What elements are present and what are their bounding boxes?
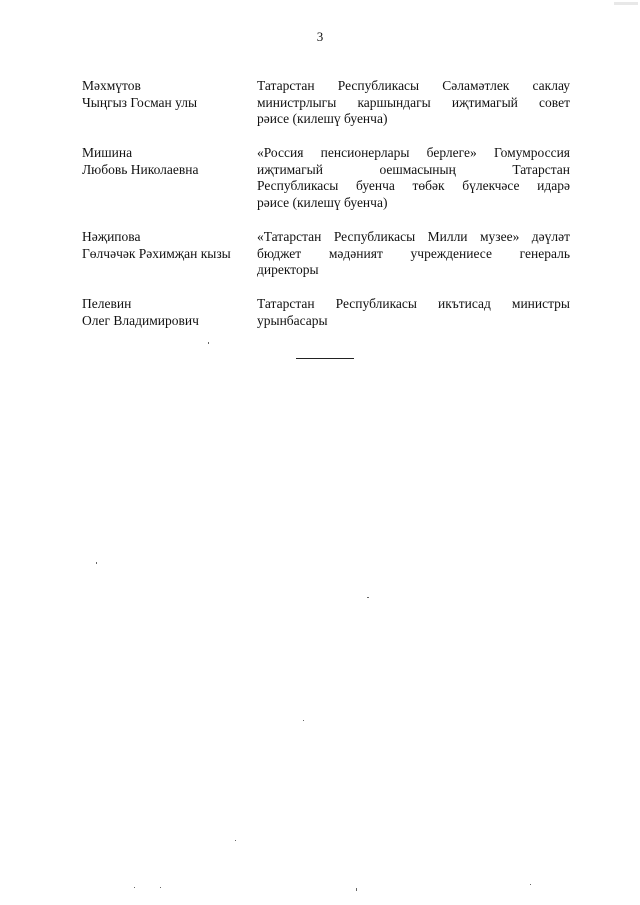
person-position	[257, 145, 570, 211]
position-line: бюджет мәдәният учреждениесе генераль	[257, 245, 570, 261]
position-line: рәисе (килешү буенча)	[257, 111, 388, 126]
person-name	[82, 145, 252, 178]
person-position	[257, 296, 570, 329]
person-position	[257, 229, 570, 279]
position-line: «Россия пенсионерлары берлеге» Гомумроссия	[257, 145, 570, 160]
position-line: министрлыгы каршындагы иҗтимагый совет	[257, 94, 570, 110]
position-line: урынбасары	[257, 312, 328, 328]
scan-speck	[208, 342, 209, 344]
position-line: Республикасы буенча төбәк бүлекчәсе идарә	[257, 178, 570, 193]
scan-speck	[367, 597, 369, 598]
person-surname: Мишина	[82, 145, 133, 160]
position-line: рәисе (килешү буенча)	[257, 194, 388, 210]
scan-artifact	[614, 2, 638, 5]
scan-speck	[96, 562, 97, 564]
position-line: иҗтимагый оешмасының Татарстан	[257, 161, 570, 177]
scan-speck	[134, 887, 135, 888]
person-given-name: Чыңгыз Госман улы	[82, 94, 198, 110]
person-surname: Пелевин	[82, 296, 132, 311]
position-line: Татарстан Республикасы икътисад министры	[257, 296, 570, 311]
person-given-name: Гөлчәчәк Рәхимҗан кызы	[82, 245, 231, 261]
position-line: директоры	[257, 262, 319, 277]
scan-speck	[356, 888, 357, 891]
page-number: 3	[316, 29, 324, 44]
scan-speck	[235, 840, 236, 841]
person-name	[82, 296, 252, 329]
person-given-name: Любовь Николаевна	[82, 161, 199, 177]
person-name	[82, 229, 252, 262]
position-line: Татарстан Республикасы Сәламәтлек саклау	[257, 78, 570, 93]
person-position	[257, 78, 570, 128]
person-name	[82, 78, 252, 111]
person-surname: Нәҗипова	[82, 229, 141, 244]
person-given-name: Олег Владимирович	[82, 312, 199, 328]
person-surname: Мәхмүтов	[82, 78, 141, 93]
scan-speck	[303, 720, 304, 721]
scan-speck	[160, 887, 161, 888]
scan-speck	[530, 884, 531, 885]
position-line: «Татарстан Республикасы Милли музее» дәүләт	[257, 229, 570, 244]
end-divider	[296, 358, 354, 359]
